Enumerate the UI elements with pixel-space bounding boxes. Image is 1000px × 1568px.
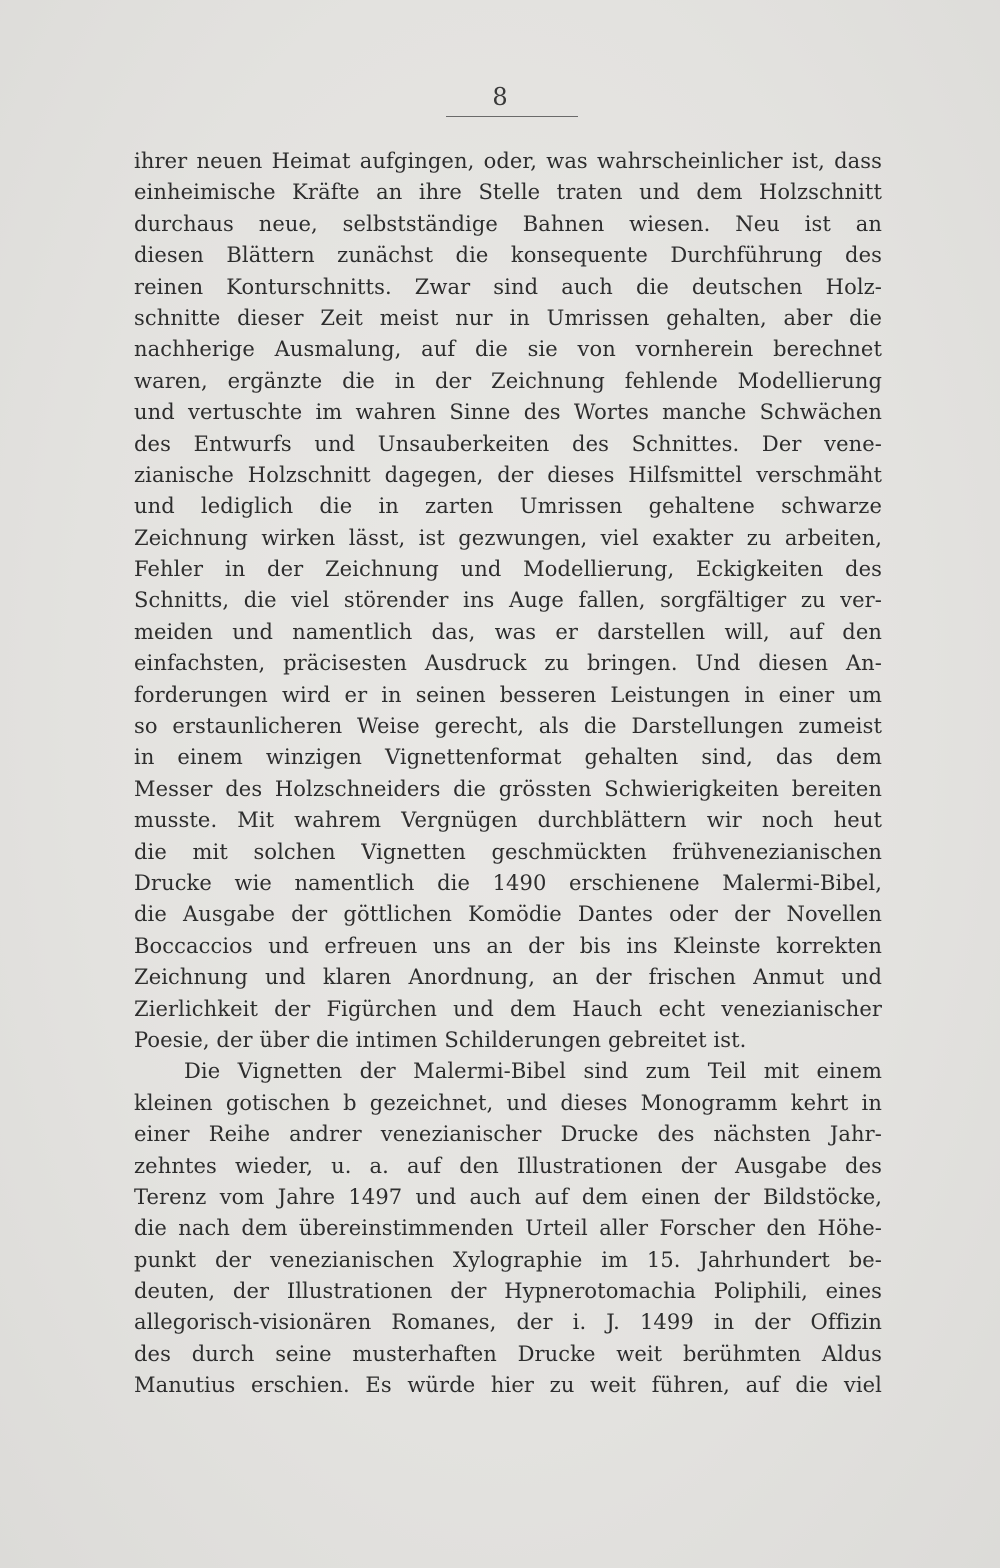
text-line: diesen Blättern zunächst die konsequente Durchführung des — [134, 243, 882, 268]
text-line: die mit solchen Vignetten geschmückten frühvenezianischen — [134, 839, 882, 864]
paragraph-2 — [134, 1056, 882, 1401]
text-line: meiden und namentlich das, was er darstellen will, auf den — [134, 619, 882, 644]
text-line: Zeichnung und klaren Anordnung, an der frischen Anmut und — [134, 965, 882, 990]
text-line: musste. Mit wahrem Vergnügen durchblättern wir noch heut — [134, 808, 882, 833]
text-line: und vertuschte im wahren Sinne des Wortes manche Schwächen — [134, 400, 882, 425]
text-line: Poesie, der über die intimen Schilderungen gebreitet ist. — [134, 1027, 747, 1052]
text-line: Boccaccios und erfreuen uns an der bis ins Kleinste korrekten — [134, 933, 882, 958]
text-line: Zierlichkeit der Figürchen und dem Hauch echt venezianischer — [134, 996, 882, 1021]
page-number: 8 — [492, 83, 508, 111]
text-line: und lediglich die in zarten Umrissen gehaltene schwarze — [134, 494, 882, 519]
text-line: zianische Holzschnitt dagegen, der dieses Hilfsmittel verschmäht — [134, 462, 882, 487]
text-line: kleinen gotischen b gezeichnet, und dieses Monogramm kehrt in — [134, 1090, 882, 1115]
text-line: einheimische Kräfte an ihre Stelle traten und dem Holzschnitt — [134, 180, 882, 205]
text-line: forderungen wird er in seinen besseren Leistungen in einer um — [134, 682, 882, 707]
text-line: die nach dem übereinstimmenden Urteil aller Forscher den Höhe- — [134, 1216, 882, 1241]
text-line: des durch seine musterhaften Drucke weit berühmten Aldus — [134, 1341, 882, 1366]
body-text — [134, 146, 882, 1402]
text-line: einer Reihe andrer venezianischer Drucke des nächsten Jahr- — [134, 1122, 882, 1147]
text-line: deuten, der Illustrationen der Hypnerotomachia Poliphili, eines — [134, 1279, 882, 1304]
text-line: die Ausgabe der göttlichen Komödie Dantes oder der Novellen — [134, 902, 882, 927]
paragraph-1 — [134, 146, 882, 1056]
text-line: zehntes wieder, u. a. auf den Illustrationen der Ausgabe des — [134, 1153, 882, 1178]
text-line: Messer des Holzschneiders die grössten Schwierigkeiten bereiten — [134, 776, 882, 801]
text-line: durchaus neue, selbstständige Bahnen wiesen. Neu ist an — [134, 211, 882, 236]
text-line: reinen Konturschnitts. Zwar sind auch die deutschen Holz- — [134, 274, 882, 299]
header-rule — [446, 116, 578, 117]
text-line: Terenz vom Jahre 1497 und auch auf dem einen der Bildstöcke, — [134, 1184, 882, 1209]
text-line: Manutius erschien. Es würde hier zu weit führen, auf die viel — [134, 1373, 882, 1398]
text-line: waren, ergänzte die in der Zeichnung fehlende Modellierung — [134, 368, 882, 393]
text-line: Drucke wie namentlich die 1490 erschienene Malermi-Bibel, — [134, 870, 882, 895]
text-line: Die Vignetten der Malermi-Bibel sind zum Teil mit einem — [184, 1059, 882, 1084]
text-line: punkt der venezianischen Xylographie im 15. Jahrhundert be- — [134, 1247, 882, 1272]
text-line: nachherige Ausmalung, auf die sie von vornherein berechnet — [134, 337, 882, 362]
text-line: Fehler in der Zeichnung und Modellierung, Eckigkeiten des — [134, 557, 882, 582]
text-line: allegorisch-visionären Romanes, der i. J. 1499 in der Offizin — [134, 1310, 882, 1335]
text-line: Schnitts, die viel störender ins Auge fallen, sorgfältiger zu ver- — [134, 588, 882, 613]
text-line: in einem winzigen Vignettenformat gehalten sind, das dem — [134, 745, 882, 770]
text-line: des Entwurfs und Unsauberkeiten des Schnittes. Der vene- — [134, 431, 882, 456]
text-line: ihrer neuen Heimat aufgingen, oder, was wahrscheinlicher ist, dass — [134, 149, 882, 173]
text-line: Zeichnung wirken lässt, ist gezwungen, viel exakter zu arbeiten, — [134, 525, 882, 550]
text-line: schnitte dieser Zeit meist nur in Umrissen gehalten, aber die — [134, 305, 882, 330]
text-line: einfachsten, präcisesten Ausdruck zu bringen. Und diesen An- — [134, 651, 882, 676]
text-line: so erstaunlicheren Weise gerecht, als die Darstellungen zumeist — [134, 714, 882, 739]
